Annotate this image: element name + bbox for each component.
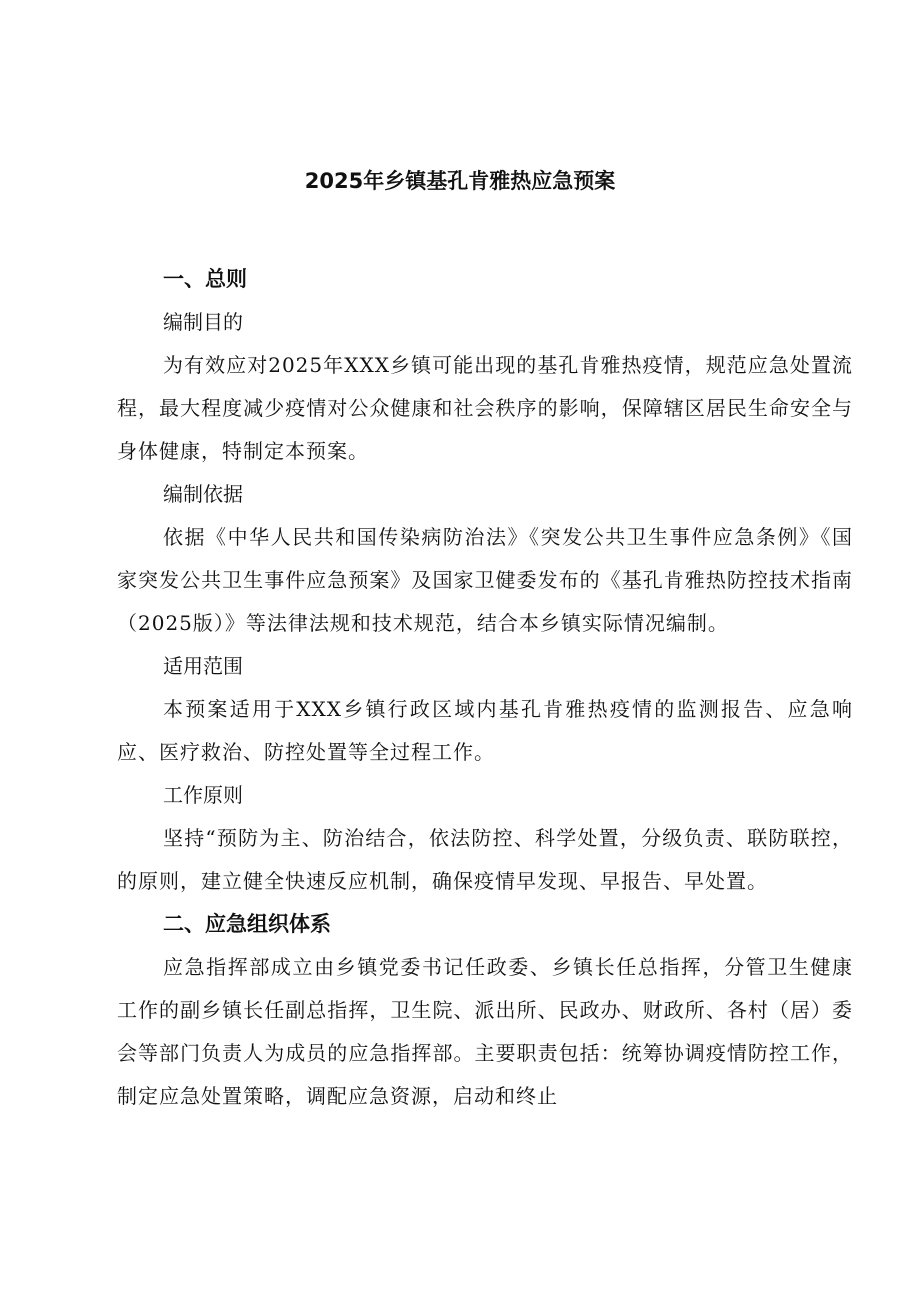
document-body [117,258,853,1118]
paragraph-basis: 依据《中华人民共和国传染病防治法》《突发公共卫生事件应急条例》《国家突发公共卫生事件应急预案》及国家卫健委发布的《基孔肯雅热防控技术指南（2025版）》等法律法规和技术规范，结合本乡镇实际情况编制。 [117,525,853,635]
paragraph-organization: 应急指挥部成立由乡镇党委书记任政委、乡镇长任总指挥，分管卫生健康工作的副乡镇长任副总指挥，卫生院、派出所、民政办、财政所、各村（居）委会等部门负责人为成员的应急指挥部。主要职责包括：统筹协调疫情防控工作，制定应急处置策略，调配应急资源，启动和终止 [117,955,853,1108]
subheading-purpose: 编制目的 [163,310,243,334]
section-heading-general: 一、总则 [163,267,247,291]
subheading-principles: 工作原则 [163,783,243,807]
section-heading-organization: 二、应急组织体系 [163,912,331,936]
subheading-scope: 适用范围 [163,654,243,678]
document-title: 2025年乡镇基孔肯雅热应急预案 [304,169,616,193]
paragraph-principles: 坚持“预防为主、防治结合，依法防控、科学处置，分级负责、联防联控，的原则，建立健全快速反应机制，确保疫情早发现、早报告、早处置。 [117,826,853,893]
subheading-basis: 编制依据 [163,482,243,506]
paragraph-scope: 本预案适用于XXX乡镇行政区域内基孔肯雅热疫情的监测报告、应急响应、医疗救治、防控处置等全过程工作。 [117,697,853,764]
paragraph-purpose: 为有效应对2025年XXX乡镇可能出现的基孔肯雅热疫情，规范应急处置流程，最大程度减少疫情对公众健康和社会秩序的影响，保障辖区居民生命安全与身体健康，特制定本预案。 [117,353,853,463]
